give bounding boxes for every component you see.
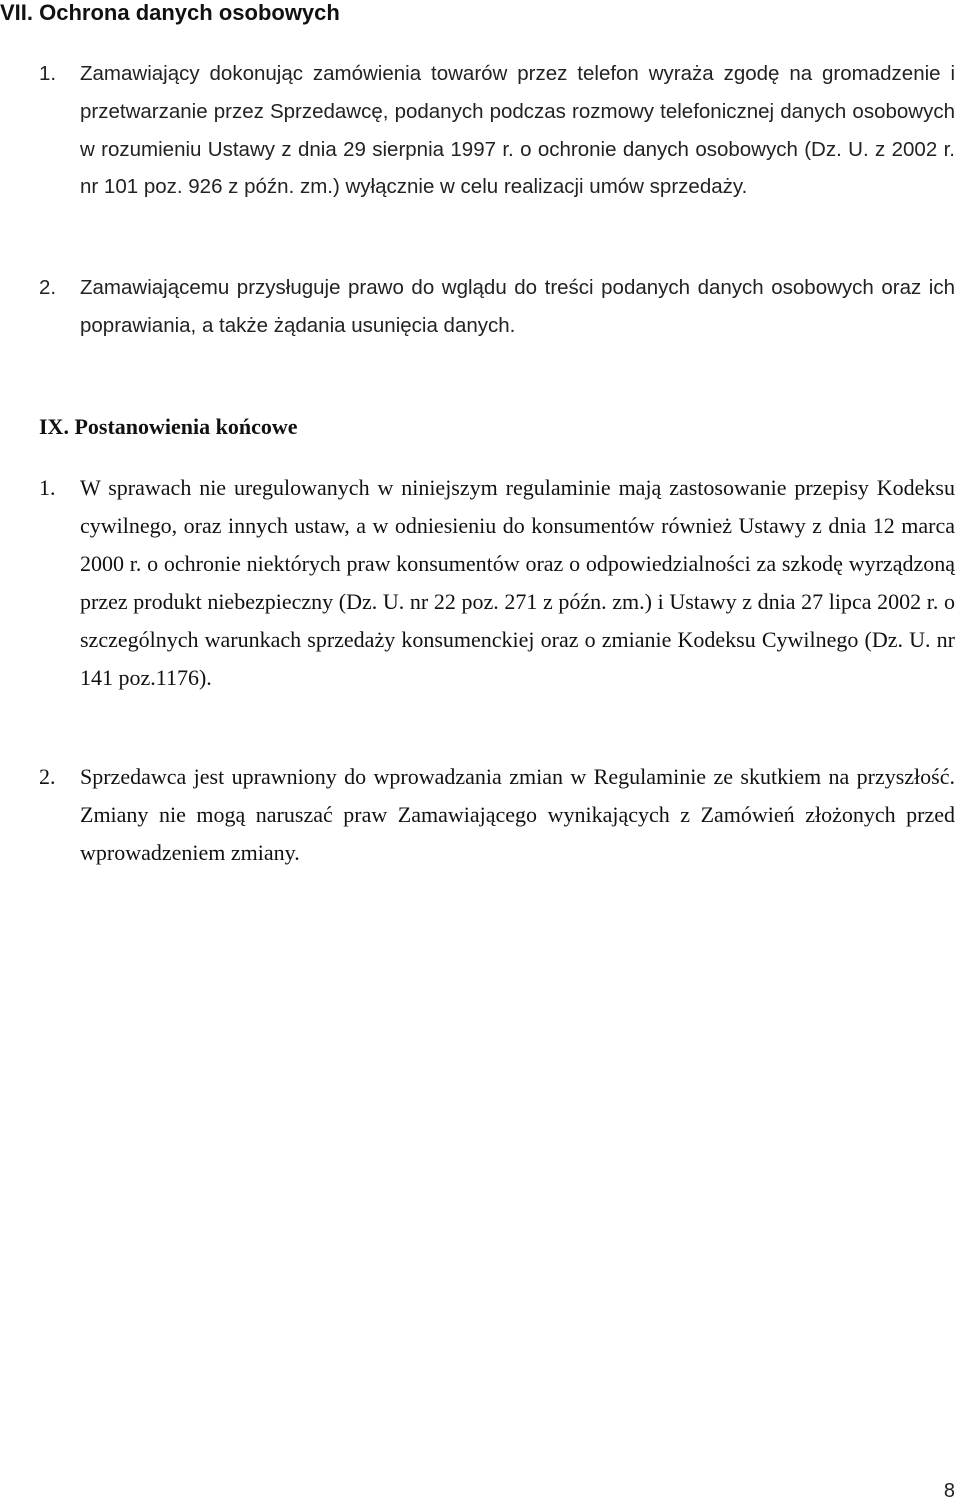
item-text: W sprawach nie uregulowanych w niniejszym regulaminie mają zastosowanie przepisy Kodeksu cywilnego, oraz innych ustaw, a w odniesieniu do konsumentów również Ustawy z dnia 12 marca 2000 r. o ochronie niektórych praw konsumentów oraz o odpowiedzialności za szkodę wyrządzoną przez produkt niebezpieczny (Dz. U. nr 22 poz. 271 z późn. zm.) i Ustawy z dnia 27 lipca 2002 r. o szczególnych warunkach sprzedaży konsumenckiej oraz o zmianie Kodeksu Cywilnego (Dz. U. nr 141 poz.1176). — [80, 475, 955, 690]
item-text: Sprzedawca jest uprawniony do wprowadzania zmian w Regulaminie ze skutkiem na przyszłość. Zmiany nie mogą naruszać praw Zamawiającego wynikających z Zamówień złożonych przed wprowadzeniem zmiany. — [80, 764, 955, 865]
section-ix-item-1 — [39, 469, 955, 697]
section-vii-item-2 — [39, 269, 955, 345]
item-text: Zamawiającemu przysługuje prawo do wglądu do treści podanych danych osobowych oraz ich poprawiania, a także żądania usunięcia danych. — [80, 276, 955, 337]
item-text: Zamawiający dokonując zamówienia towarów przez telefon wyraża zgodę na gromadzenie i przetwarzanie przez Sprzedawcę, podanych podczas rozmowy telefonicznej danych osobowych w rozumieniu Ustawy z dnia 29 sierpnia 1997 r. o ochronie danych osobowych (Dz. U. z 2002 r. nr 101 poz. 926 z późn. zm.) wyłącznie w celu realizacji umów sprzedaży. — [80, 62, 955, 199]
section-vii-item-1 — [39, 55, 955, 206]
item-number: 2. — [39, 276, 57, 299]
section-vii-heading: VII. Ochrona danych osobowych — [0, 0, 340, 25]
section-ix-heading: IX. Postanowienia końcowe — [39, 414, 298, 439]
item-number: 2. — [39, 764, 56, 789]
page-number: 8 — [943, 1480, 955, 1502]
item-number: 1. — [39, 475, 56, 500]
section-ix-item-2 — [39, 758, 955, 872]
item-number: 1. — [39, 62, 57, 85]
